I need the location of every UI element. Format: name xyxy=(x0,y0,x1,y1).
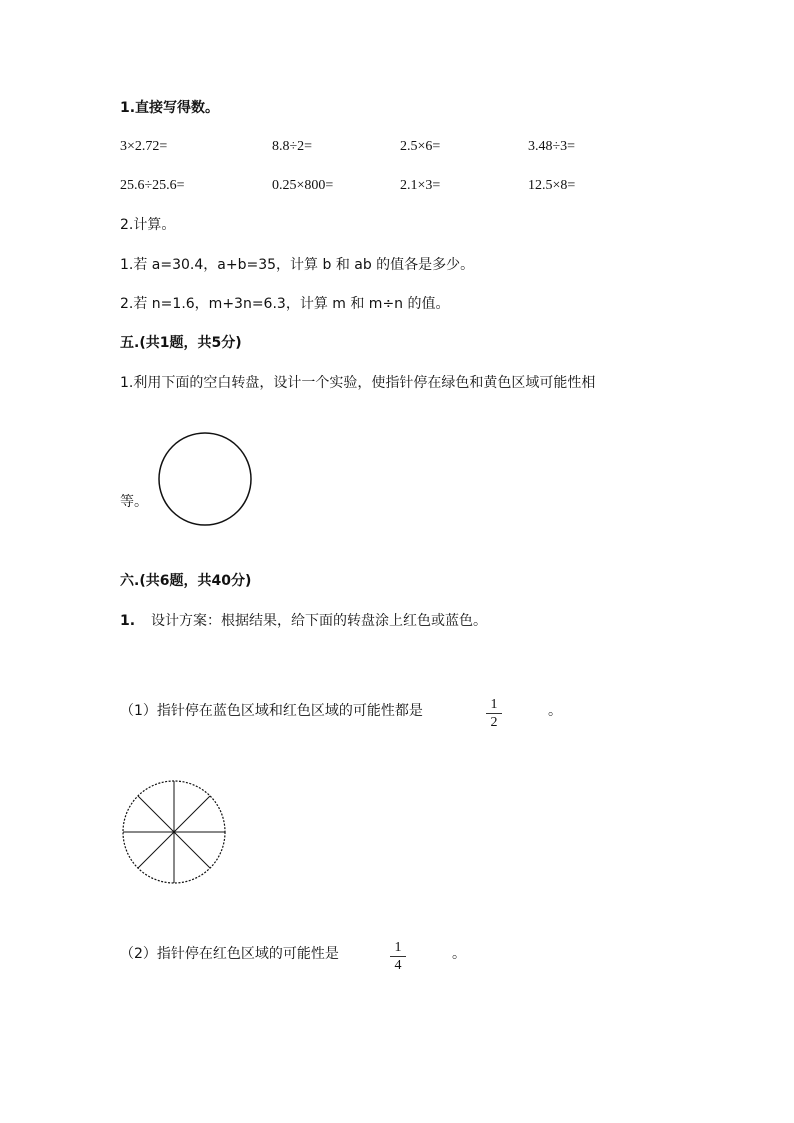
calc-item: 25.6÷25.6= xyxy=(120,178,185,193)
question-2-item-2: 2.若 n=1.6，m+3n=6.3，计算 m 和 m÷n 的值。 xyxy=(120,296,450,312)
fraction-numerator: 1 xyxy=(394,940,402,955)
question-2-item-1: 1.若 a=30.4，a+b=35，计算 b 和 ab 的值各是多少。 xyxy=(120,257,475,273)
part-2-fraction xyxy=(390,940,406,973)
fraction-bar xyxy=(486,713,502,714)
blank-spinner xyxy=(158,432,254,528)
question-2-title: 2.计算。 xyxy=(120,217,176,233)
question-1-title: 1.直接写得数。 xyxy=(120,100,220,116)
part-2-end: 。 xyxy=(452,946,466,962)
part-1-end: 。 xyxy=(548,703,562,719)
section-5-heading: 五.(共1题，共5分) xyxy=(120,335,242,351)
calc-item: 3.48÷3= xyxy=(528,139,576,154)
part-1-text: （1）指针停在蓝色区域和红色区域的可能性都是 xyxy=(120,703,423,719)
fraction-numerator: 1 xyxy=(490,697,498,712)
fraction-denominator: 2 xyxy=(490,715,498,730)
section-6-question-number: 1. xyxy=(120,613,136,629)
fraction-bar xyxy=(390,956,406,957)
eight-sector-spinner xyxy=(120,778,228,886)
part-2-text: （2）指针停在红色区域的可能性是 xyxy=(120,946,339,962)
calc-item: 8.8÷2= xyxy=(272,139,313,154)
section-6-heading: 六.(共6题，共40分) xyxy=(120,573,252,589)
part-1-fraction xyxy=(486,697,502,730)
calc-item: 2.5×6= xyxy=(400,139,441,154)
calc-item: 3×2.72= xyxy=(120,139,168,154)
section-5-question-1-tail: 等。 xyxy=(120,494,148,510)
section-5-question-1: 1.利用下面的空白转盘，设计一个实验，使指针停在绿色和黄色区域可能性相 xyxy=(120,375,596,391)
section-6-question-1: 设计方案：根据结果，给下面的转盘涂上红色或蓝色。 xyxy=(151,613,487,629)
calc-item: 0.25×800= xyxy=(272,178,334,193)
calc-item: 2.1×3= xyxy=(400,178,441,193)
calc-item: 12.5×8= xyxy=(528,178,576,193)
fraction-denominator: 4 xyxy=(394,958,402,973)
